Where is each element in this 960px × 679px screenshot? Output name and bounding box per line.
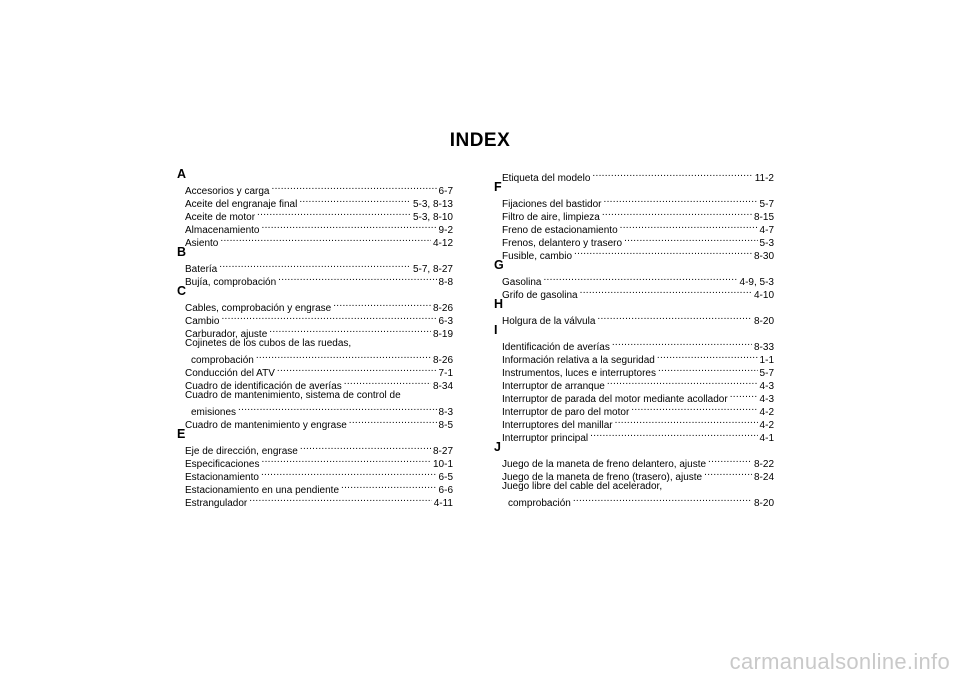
leader-dots [658,363,758,376]
leader-dots [221,311,436,324]
leader-dots [271,181,436,194]
index-entry [177,350,453,366]
entry-label: Freno de estacionamiento [502,225,618,236]
index-entry [494,493,774,509]
entry-page: 5-3 [759,238,774,249]
entry-page: 6-5 [438,472,453,483]
leader-dots [249,493,431,506]
entry-page: 4-2 [759,420,774,431]
leader-dots [299,194,411,207]
entry-page: 8-15 [753,212,774,223]
section-letter-f: F [494,180,502,194]
entry-label: Filtro de aire, limpieza [502,212,600,223]
entry-label: Juego de la maneta de freno (trasero), ajuste [502,472,703,483]
leader-dots [261,454,431,467]
leader-dots [657,350,758,363]
section-letter-e: E [177,427,186,441]
entry-label: Cambio [185,316,220,327]
section-letter-j: J [494,440,501,454]
entry-label: Información relativa a la seguridad [502,355,655,366]
entry-page: 8-26 [432,303,453,314]
entry-label: Interruptor principal [502,433,589,444]
entry-label: Etiqueta del modelo [502,173,591,184]
entry-label-line: Juego libre del cable del acelerador, [502,481,663,492]
index-entry [177,402,453,418]
index-entry [177,441,453,457]
entry-page: 10-1 [432,459,453,470]
leader-dots [261,467,437,480]
entry-page: 4-11 [433,498,453,509]
entry-page: 9-2 [438,225,453,236]
leader-dots [607,376,758,389]
watermark-footer: carmanualsonline.info [729,649,950,674]
entry-label: Grifo de gasolina [502,290,578,301]
leader-dots [238,402,437,415]
index-entry [177,259,453,275]
leader-dots [592,168,752,181]
section-letter-h: H [494,297,504,311]
entry-page: 11-2 [754,173,774,184]
entry-page: 5-7 [759,368,774,379]
entry-page: 8-22 [753,459,774,470]
entry-page: 4-3 [759,394,774,405]
entry-label: Estrangulador [185,498,248,509]
entry-page: 5-7, 8-27 [412,264,453,275]
leader-dots [543,272,737,285]
index-entry [177,272,453,288]
leader-dots [573,493,752,506]
index-entry [177,298,453,314]
section-letter-g: G [494,258,504,272]
leader-dots [704,467,752,480]
entry-label: Juego de la maneta de freno delantero, ajuste [502,459,707,470]
index-entry [494,454,774,470]
leader-dots [602,207,752,220]
entry-label: Cuadro de identificación de averías [185,381,342,392]
leader-dots [730,389,758,402]
leader-dots [620,220,758,233]
leader-dots [219,259,411,272]
section-letter-i: I [494,323,498,337]
index-column-right [494,168,774,509]
entry-page: 6-7 [438,186,453,197]
leader-dots [261,220,436,233]
leader-dots [278,272,436,285]
entry-label: Cuadro de mantenimiento y engrase [185,420,347,431]
leader-dots [604,194,758,207]
entry-label: comprobación [508,498,571,509]
entry-label: comprobación [191,355,254,366]
leader-dots [349,415,437,428]
entry-label: Estacionamiento en una pendiente [185,485,340,496]
entry-page: 4-12 [432,238,453,249]
entry-page: 8-20 [753,316,774,327]
leader-dots [615,415,758,428]
entry-label: Identificación de averías [502,342,610,353]
index-column-left [177,167,453,509]
index-entry [494,194,774,210]
entry-label: Especificaciones [185,459,260,470]
leader-dots [220,233,431,246]
entry-page: 4-2 [759,407,774,418]
section-letter-c: C [177,284,187,298]
entry-label-line: Cuadro de mantenimiento, sistema de control de [185,390,401,401]
leader-dots [631,402,757,415]
entry-label: Aceite de motor [185,212,256,223]
entry-label: Bujía, comprobación [185,277,277,288]
entry-page: 5-7 [759,199,774,210]
entry-label: Aceite del engranaje final [185,199,298,210]
entry-page: 8-19 [432,329,453,340]
leader-dots [590,428,757,441]
entry-page: 4-10 [753,290,774,301]
entry-label: Eje de dirección, engrase [185,446,298,457]
entry-page: 8-20 [753,498,774,509]
entry-page: 4-1 [759,433,774,444]
entry-page: 7-1 [438,368,453,379]
entry-page: 8-26 [432,355,453,366]
entry-label: Frenos, delantero y trasero [502,238,623,249]
entry-page: 8-24 [753,472,774,483]
leader-dots [341,480,437,493]
entry-page: 4-7 [759,225,774,236]
section-letter-b: B [177,245,187,259]
leader-dots [277,363,437,376]
leader-dots [612,337,752,350]
entry-page: 8-30 [753,251,774,262]
entry-label: Interruptor de arranque [502,381,605,392]
entry-page: 6-6 [438,485,453,496]
entry-label: emisiones [191,407,237,418]
index-entry [494,168,774,184]
entry-label: Asiento [185,238,219,249]
entry-label: Interruptores del manillar [502,420,613,431]
page-title: INDEX [449,130,511,151]
entry-label: Estacionamiento [185,472,259,483]
entry-label: Carburador, ajuste [185,329,268,340]
leader-dots [344,376,431,389]
index-entry [177,181,453,197]
leader-dots [257,207,411,220]
index-entry [494,311,774,327]
leader-dots [300,441,431,454]
entry-label: Interruptor de parada del motor mediante acollador [502,394,728,405]
entry-page: 8-3 [438,407,453,418]
entry-page: 8-34 [432,381,453,392]
section-letter-a: A [177,167,187,181]
leader-dots [708,454,752,467]
entry-page: 1-1 [759,355,774,366]
leader-dots [256,350,431,363]
entry-label: Fijaciones del bastidor [502,199,602,210]
leader-dots [333,298,431,311]
entry-label: Gasolina [502,277,542,288]
entry-page: 6-3 [438,316,453,327]
entry-label: Fusible, cambio [502,251,573,262]
leader-dots [269,324,431,337]
entry-label: Holgura de la válvula [502,316,596,327]
entry-page: 8-33 [753,342,774,353]
index-entry [494,272,774,288]
entry-label: Batería [185,264,218,275]
entry-page: 8-8 [438,277,453,288]
entry-label: Cables, comprobación y engrase [185,303,332,314]
leader-dots [574,246,752,259]
entry-page: 8-5 [438,420,453,431]
entry-page: 5-3, 8-13 [412,199,453,210]
leader-dots [580,285,752,298]
entry-page: 4-3 [759,381,774,392]
entry-label: Accesorios y carga [185,186,270,197]
leader-dots [597,311,752,324]
entry-label: Almacenamiento [185,225,260,236]
entry-label: Conducción del ATV [185,368,275,379]
entry-label-line: Cojinetes de los cubos de las ruedas, [185,338,352,349]
index-entry [494,337,774,353]
entry-label: Interruptor de paro del motor [502,407,630,418]
entry-label: Instrumentos, luces e interruptores [502,368,656,379]
entry-page: 8-27 [432,446,453,457]
leader-dots [624,233,757,246]
entry-page: 4-9, 5-3 [739,277,774,288]
entry-page: 5-3, 8-10 [412,212,453,223]
